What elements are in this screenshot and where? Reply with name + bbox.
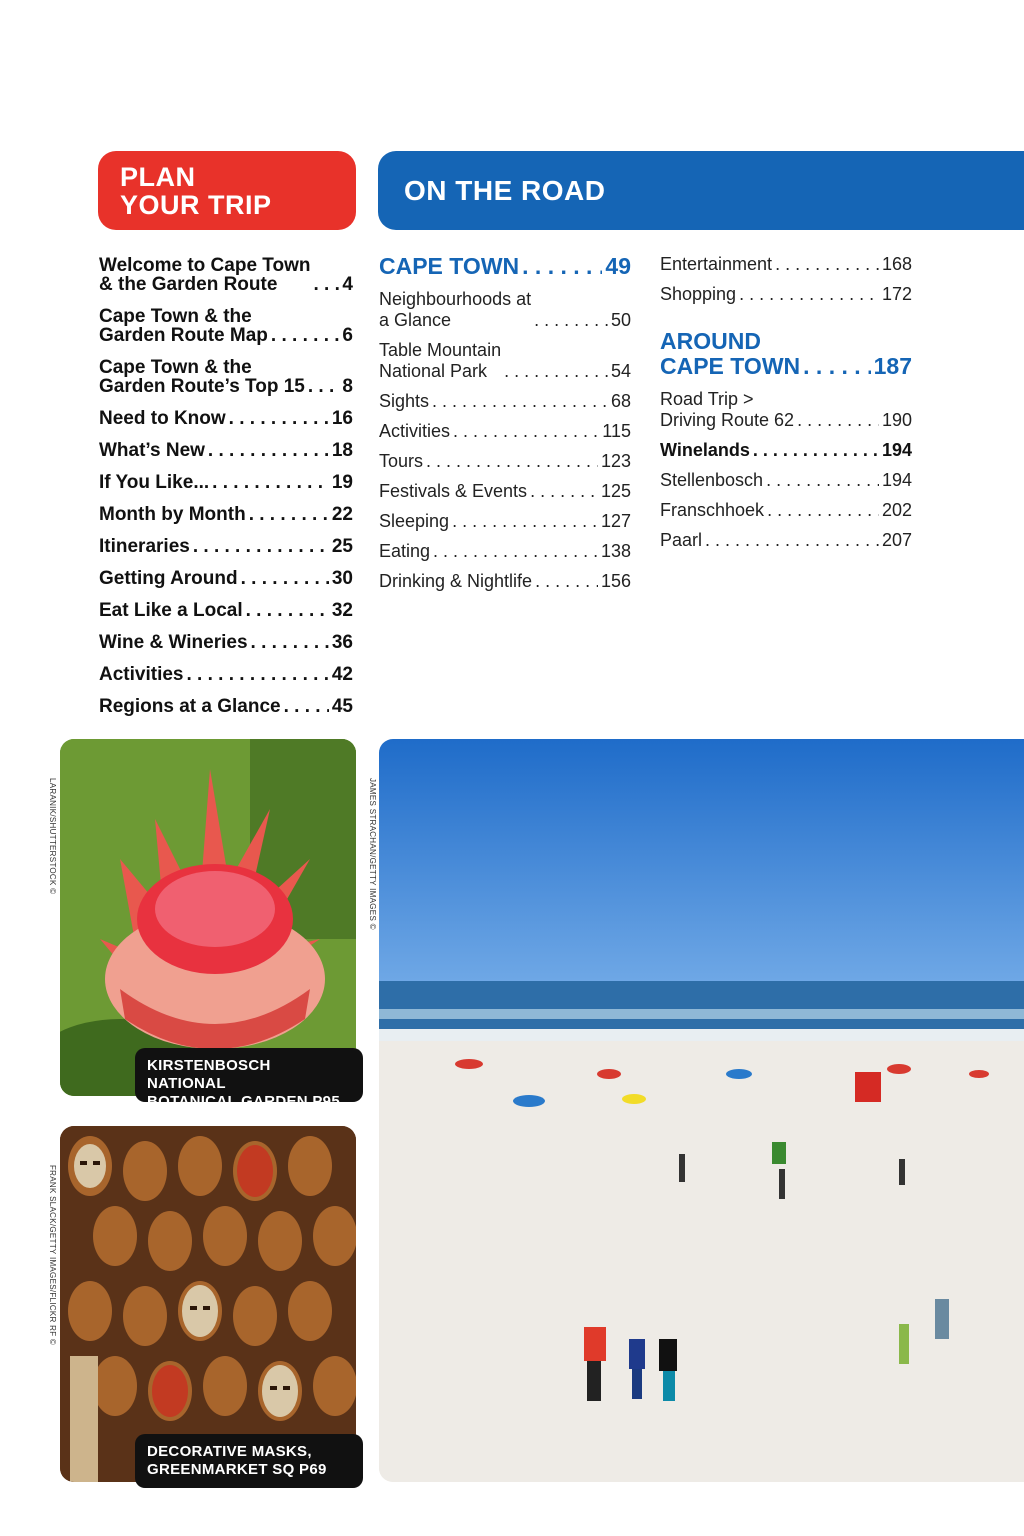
- toc-entry-page: 138: [600, 541, 631, 561]
- section-heading-page: 49: [605, 253, 631, 279]
- toc-entry-page: 168: [881, 254, 912, 274]
- toc-entry[interactable]: [379, 541, 631, 562]
- toc-entry[interactable]: [660, 254, 912, 275]
- toc-entry-page: 202: [881, 500, 912, 520]
- around-cape-town-heading[interactable]: [660, 329, 912, 379]
- toc-entry[interactable]: [99, 256, 353, 294]
- toc-entry[interactable]: [99, 569, 353, 588]
- toc-entry-page: 18: [331, 440, 353, 461]
- toc-entry-page: 22: [331, 504, 353, 525]
- toc-entry[interactable]: [99, 665, 353, 684]
- toc-entry[interactable]: [379, 571, 631, 592]
- toc-entry-page: 68: [610, 391, 631, 411]
- toc-entry[interactable]: [379, 340, 631, 382]
- toc-entry-label: Regions at a Glance: [99, 696, 281, 717]
- toc-entry-label: Welcome to Cape Town & the Garden Route: [99, 255, 311, 295]
- section-heading-page: 187: [873, 353, 912, 379]
- toc-entry-page: 4: [342, 274, 353, 295]
- toc-entry-page: 54: [610, 361, 631, 381]
- toc-entry-label: What’s New: [99, 440, 205, 461]
- toc-entry-page: 8: [342, 376, 353, 397]
- toc-entry-label: Drinking & Nightlife: [379, 571, 533, 591]
- photo-credit-protea: LARANIK/SHUTTERSTOCK ©: [48, 778, 57, 895]
- toc-entry-label: Sights: [379, 391, 430, 411]
- toc-entry-page: 156: [600, 571, 631, 591]
- toc-entry[interactable]: [379, 451, 631, 472]
- protea-photo: [60, 739, 356, 1096]
- beach-illustration: [379, 739, 1024, 1482]
- toc-entry[interactable]: [99, 601, 353, 620]
- plan-your-trip-list: [99, 256, 353, 729]
- toc-entry[interactable]: [99, 697, 353, 716]
- section-heading-label: AROUND CAPE TOWN: [660, 328, 801, 379]
- beach-photo: [379, 739, 1024, 1482]
- protea-caption: KIRSTENBOSCH NATIONAL BOTANICAL GARDEN P95: [135, 1048, 363, 1102]
- cape-town-column: [379, 254, 631, 601]
- toc-entry-label: Activities: [379, 421, 451, 441]
- toc-entry[interactable]: [99, 409, 353, 428]
- toc-entry-label: Winelands: [660, 440, 750, 460]
- toc-entry-label: Cape Town & the Garden Route Map: [99, 306, 268, 346]
- toc-entry[interactable]: [99, 441, 353, 460]
- toc-entry-page: 123: [600, 451, 631, 471]
- toc-entry-label: Franschhoek: [660, 500, 765, 520]
- toc-entry-page: 6: [342, 325, 353, 346]
- toc-entry-page: 127: [600, 511, 631, 531]
- plan-tab-line2: YOUR TRIP: [120, 190, 272, 220]
- toc-entry-label: Month by Month: [99, 504, 246, 525]
- section-heading-label: CAPE TOWN: [379, 253, 520, 279]
- photo-credit-masks: FRANK SLACK/GETTY IMAGES/FLICKR RF ©: [48, 1165, 57, 1346]
- toc-entry-label: Need to Know: [99, 408, 226, 429]
- toc-entry-label: Getting Around: [99, 568, 238, 589]
- toc-entry[interactable]: [379, 481, 631, 502]
- toc-entry[interactable]: [379, 289, 631, 331]
- toc-entry-label: Eat Like a Local: [99, 600, 243, 621]
- toc-entry[interactable]: [660, 284, 912, 305]
- plan-your-trip-tab: [98, 151, 356, 230]
- toc-entry-page: 30: [331, 568, 353, 589]
- around-cape-town-column: [660, 254, 912, 560]
- toc-entry-page: 115: [602, 421, 631, 441]
- toc-entry-label: Stellenbosch: [660, 470, 764, 490]
- toc-entry-page: 207: [881, 530, 912, 550]
- toc-entry[interactable]: [660, 470, 912, 491]
- toc-entry-page: 194: [881, 440, 912, 460]
- toc-entry[interactable]: [660, 440, 912, 461]
- masks-photo: [60, 1126, 356, 1482]
- toc-entry[interactable]: [99, 537, 353, 556]
- toc-entry[interactable]: [99, 307, 353, 345]
- toc-entry-label: Eating: [379, 541, 431, 561]
- toc-entry-label: If You Like...: [99, 472, 210, 493]
- toc-entry-page: 36: [331, 632, 353, 653]
- toc-entry-label: Activities: [99, 664, 184, 685]
- plan-tab-line1: PLAN: [120, 162, 196, 192]
- toc-entry-label: Sleeping: [379, 511, 450, 531]
- photo-credit-beach: JAMES STRACHAN/GETTY IMAGES ©: [368, 778, 377, 930]
- toc-entry-label: Neighbourhoods at a Glance: [379, 289, 532, 330]
- toc-entry[interactable]: [660, 389, 912, 431]
- toc-entry-page: 19: [331, 472, 353, 493]
- toc-entry-label: Shopping: [660, 284, 737, 304]
- toc-entry-page: 32: [331, 600, 353, 621]
- toc-entry-label: Table Mountain National Park: [379, 340, 502, 381]
- toc-entry-page: 125: [600, 481, 631, 501]
- toc-entry-page: 42: [331, 664, 353, 685]
- masks-caption: DECORATIVE MASKS, GREENMARKET SQ P69: [135, 1434, 363, 1488]
- toc-entry[interactable]: [99, 473, 353, 492]
- on-the-road-tab: ON THE ROAD: [378, 151, 1024, 230]
- toc-entry-page: 190: [881, 410, 912, 430]
- toc-entry[interactable]: [660, 530, 912, 551]
- toc-entry[interactable]: [99, 505, 353, 524]
- toc-entry-page: 50: [610, 310, 631, 330]
- toc-entry-page: 45: [331, 696, 353, 717]
- toc-entry[interactable]: [379, 391, 631, 412]
- toc-entry[interactable]: [99, 633, 353, 652]
- toc-entry-label: Itineraries: [99, 536, 190, 557]
- toc-entry-label: Entertainment: [660, 254, 773, 274]
- toc-entry-label: Festivals & Events: [379, 481, 528, 501]
- masks-illustration: [60, 1126, 356, 1482]
- toc-entry[interactable]: [660, 500, 912, 521]
- toc-entry[interactable]: [379, 511, 631, 532]
- toc-entry-page: 172: [881, 284, 912, 304]
- toc-entry-label: Paarl: [660, 530, 703, 550]
- toc-entry-page: 25: [331, 536, 353, 557]
- toc-entry-page: 194: [881, 470, 912, 490]
- toc-entry-label: Cape Town & the Garden Route’s Top 15: [99, 357, 305, 397]
- toc-entry[interactable]: [99, 358, 353, 396]
- toc-entry-page: 16: [331, 408, 353, 429]
- toc-entry-label: Tours: [379, 451, 424, 471]
- toc-entry-label: Road Trip > Driving Route 62: [660, 389, 795, 430]
- toc-entry-label: Wine & Wineries: [99, 632, 248, 653]
- cape-town-heading[interactable]: [379, 254, 631, 279]
- protea-illustration: [60, 739, 356, 1096]
- toc-entry[interactable]: [379, 421, 631, 442]
